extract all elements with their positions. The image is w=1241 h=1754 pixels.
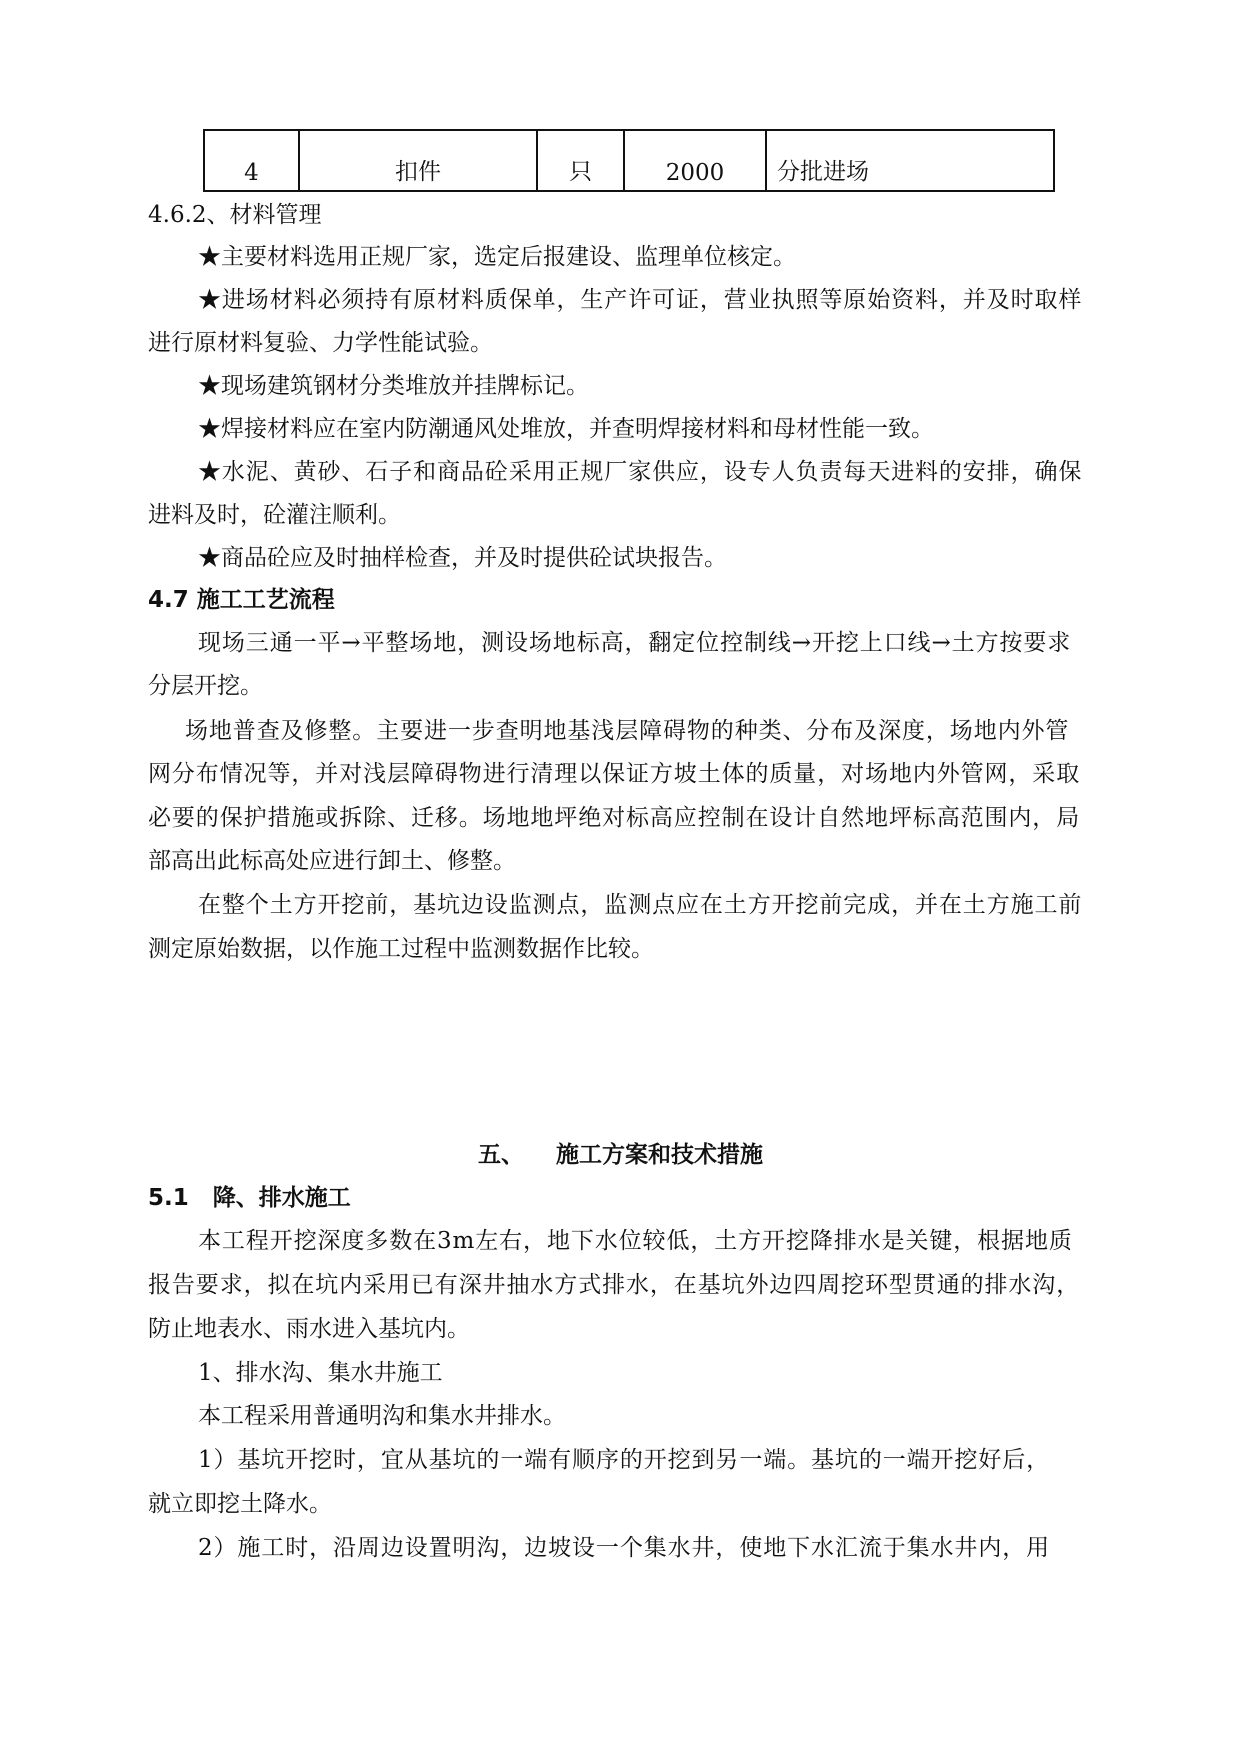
paragraph: 网分布情况等，并对浅层障碍物进行清理以保证方坡土体的质量，对场地内外管网，采取 (148, 761, 1081, 787)
paragraph: 部高出此标高处应进行卸土、修整。 (148, 848, 516, 874)
chapter-5-heading: 五、 施工方案和技术措施 (477, 1142, 764, 1168)
paragraph: ★进场材料必须持有原材料质保单，生产许可证，营业执照等原始资料，并及时取样 (198, 287, 1083, 313)
section-4-6-2-heading: 4.6.2、材料管理 (148, 202, 322, 228)
paragraph: ★水泥、黄砂、石子和商品砼采用正规厂家供应，设专人负责每天进料的安排，确保 (198, 459, 1083, 485)
paragraph: ★商品砼应及时抽样检查，并及时提供砼试块报告。 (198, 545, 727, 571)
section-4-7-heading: 4.7 施工工艺流程 (148, 587, 335, 613)
paragraph: 防止地表水、雨水进入基坑内。 (148, 1316, 470, 1342)
paragraph: 场地普查及修整。主要进一步查明地基浅层障碍物的种类、分布及深度，场地内外管 (185, 718, 1070, 744)
paragraph: 进行原材料复验、力学性能试验。 (148, 330, 493, 356)
materials-table (203, 129, 1055, 192)
paragraph: 必要的保护措施或拆除、迁移。场地地坪绝对标高应控制在设计自然地坪标高范围内，局 (148, 805, 1081, 831)
paragraph: 进料及时，砼灌注顺利。 (148, 502, 401, 528)
cell-no: 4 (204, 130, 299, 191)
paragraph: ★现场建筑钢材分类堆放并挂牌标记。 (198, 373, 589, 399)
paragraph: 2）施工时，沿周边设置明沟，边坡设一个集水井，使地下水汇流于集水井内，用 (198, 1535, 1051, 1561)
paragraph: 在整个土方开挖前，基坑边设监测点，监测点应在土方开挖前完成，并在土方施工前 (198, 892, 1083, 918)
paragraph: 报告要求，拟在坑内采用已有深井抽水方式排水，在基坑外边四周挖环型贯通的排水沟， (148, 1272, 1081, 1298)
table-row (204, 130, 1054, 191)
cell-unit: 只 (537, 130, 624, 191)
paragraph: 分层开挖。 (148, 673, 263, 699)
paragraph: 本工程采用普通明沟和集水井排水。 (198, 1403, 566, 1429)
paragraph: ★主要材料选用正规厂家，选定后报建设、监理单位核定。 (198, 244, 796, 270)
cell-qty: 2000 (624, 130, 766, 191)
paragraph: ★焊接材料应在室内防潮通风处堆放，并查明焊接材料和母材性能一致。 (198, 416, 934, 442)
list-item: 1、排水沟、集水井施工 (198, 1360, 443, 1386)
paragraph: 现场三通一平→平整场地，测设场地标高，翻定位控制线→开挖上口线→土方按要求 (198, 630, 1072, 656)
cell-note: 分批进场 (766, 130, 1054, 191)
paragraph: 就立即挖土降水。 (148, 1491, 332, 1517)
section-5-1-heading: 5.1 降、排水施工 (148, 1185, 351, 1211)
paragraph: 测定原始数据，以作施工过程中监测数据作比较。 (148, 936, 654, 962)
cell-name: 扣件 (299, 130, 537, 191)
paragraph: 1）基坑开挖时，宜从基坑的一端有顺序的开挖到另一端。基坑的一端开挖好后， (198, 1447, 1051, 1473)
paragraph: 本工程开挖深度多数在3m左右，地下水位较低，土方开挖降排水是关键，根据地质 (198, 1228, 1073, 1254)
